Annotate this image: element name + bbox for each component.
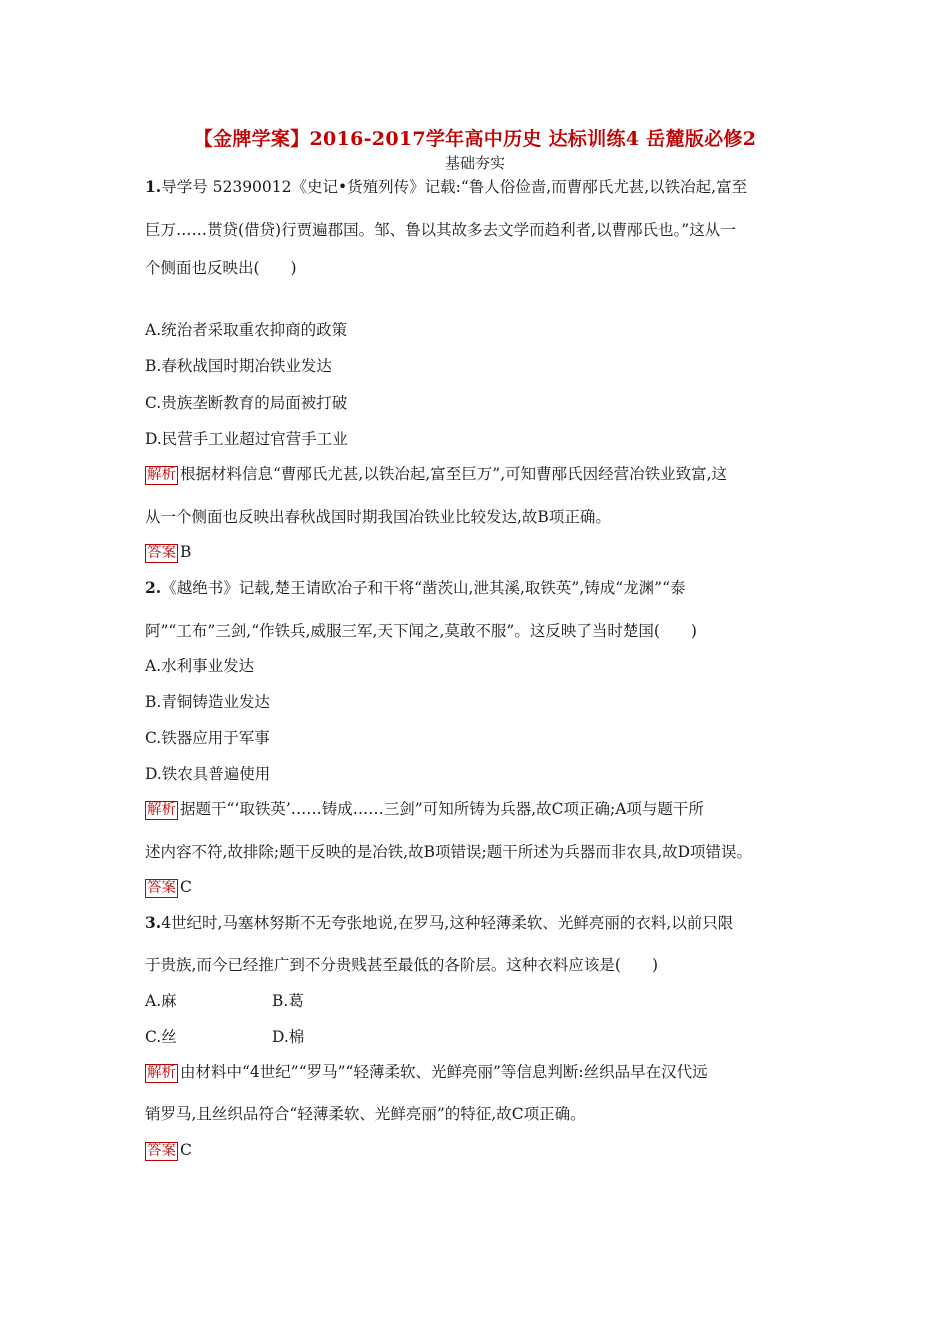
q2-option-c: C.铁器应用于军事 [145,729,270,747]
q1-option-a: A.统治者采取重农抑商的政策 [145,321,348,339]
q3-option-b: B.葛 [272,992,304,1010]
analysis-tag: 解析 [147,802,176,818]
q2-stem-line-2: 阿”“工布”三剑,“作铁兵,威服三军,天下闻之,莫敢不服”。这反映了当时楚国( ) [145,622,697,640]
q3-analysis-line-2: 销罗马,且丝织品符合“轻薄柔软、光鲜亮丽”的特征,故C项正确。 [145,1105,586,1123]
q1-analysis-line-1: 解析 根据材料信息“曹邴氏尤甚,以铁冶起,富至巨万”,可知曹邴氏因经营冶铁业致富,这 [147,465,728,483]
q1-stem-line-1: 1.导学号 52390012《史记•货殖列传》记载:“鲁人俗俭啬,而曹邴氏尤甚,以铁冶起,富至 [145,177,748,196]
q3-stem-line-2: 于贵族,而今已经推广到不分贵贱甚至最低的各阶层。这种衣料应该是( ) [145,956,659,974]
answer-tag: 答案 [147,1143,176,1159]
analysis-tag: 解析 [147,467,176,483]
q3-option-c: C.丝 [145,1028,177,1046]
q1-answer: 答案 B [147,543,192,561]
section-subtitle: 基础夯实 [444,154,505,172]
q3-analysis-line-1: 解析 由材料中“4世纪”“罗马”“轻薄柔软、光鲜亮丽”等信息判断:丝织品早在汉代远 [147,1063,708,1081]
q1-stem-line-3: 个侧面也反映出( ) [145,259,297,277]
q2-answer: 答案 C [147,878,192,896]
q1-analysis-line-2: 从一个侧面也反映出春秋战国时期我国冶铁业比较发达,故B项正确。 [145,508,611,526]
answer-tag: 答案 [147,880,176,896]
q1-option-b: B.春秋战国时期冶铁业发达 [145,357,332,375]
q3-option-a: A.麻 [145,992,177,1010]
q2-option-d: D.铁农具普遍使用 [145,765,271,783]
q2-analysis-line-2: 述内容不符,故排除;题干反映的是冶铁,故B项错误;题干所述为兵器而非农具,故D项错误。 [145,843,753,861]
answer-tag: 答案 [147,545,176,561]
q1-option-c: C.贵族垄断教育的局面被打破 [145,394,348,412]
q2-analysis-line-1: 解析 据题干“‘取铁英’……铸成……三剑”可知所铸为兵器,故C项正确;A项与题干所 [147,800,704,818]
q3-answer: 答案 C [147,1141,192,1159]
q2-stem-line-1: 2.《越绝书》记载,楚王请欧冶子和干将“凿茨山,泄其溪,取铁英”,铸成“龙渊”“泰 [145,578,686,597]
q2-number: 2. [145,578,162,597]
q3-number: 3. [145,913,162,932]
q1-number: 1. [145,177,162,196]
analysis-tag: 解析 [147,1065,176,1081]
q3-stem-line-1: 3.4世纪时,马塞林努斯不无夸张地说,在罗马,这种轻薄柔软、光鲜亮丽的衣料,以前只限 [145,913,734,932]
q2-option-a: A.水利事业发达 [145,657,255,675]
document-title: 【金牌学案】2016-2017学年高中历史 达标训练4 岳麓版必修2 [193,128,757,150]
q1-stem-line-2: 巨万……贳贷(借贷)行贾遍郡国。邹、鲁以其故多去文学而趋利者,以曹邴氏也。”这从一 [145,221,736,239]
q3-option-d: D.棉 [272,1028,305,1046]
q2-option-b: B.青铜铸造业发达 [145,693,270,711]
q1-option-d: D.民营手工业超过官营手工业 [145,430,348,448]
